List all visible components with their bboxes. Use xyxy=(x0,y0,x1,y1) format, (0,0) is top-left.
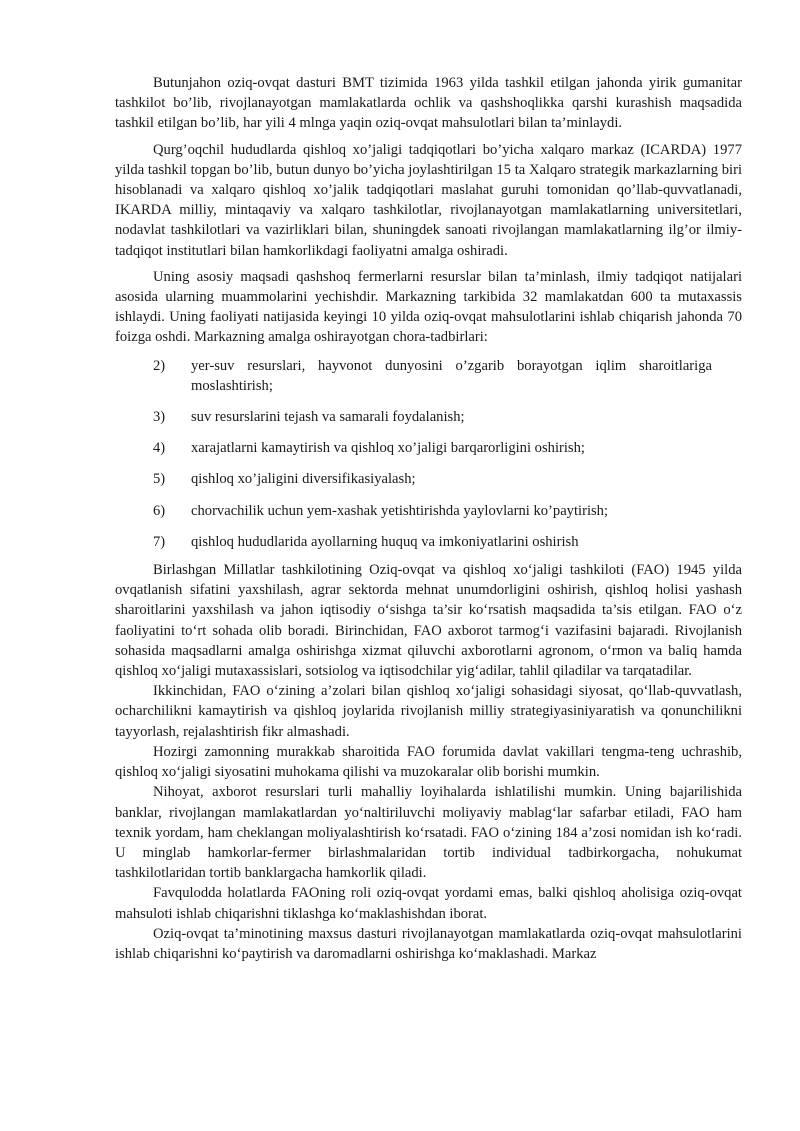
document-body xyxy=(115,73,742,964)
paragraph-icarda-goal: Uning asosiy maqsadi qashshoq fermerlarni resurslar bilan ta’minlash, ilmiy tadqiqot natijalari asosida ularning muammolarini yechishdir. Markazning tarkibida 32 mamlakatdan 600 ta mutaxassis ishlaydi. Uning faoliyati natijasida keyingi 10 yilda oziq-ovqat mahsulotlarini ishlab chiqarish jahonda 70 foizga oshdi. Markazning amalga oshirayotgan chora-tadbirlari: xyxy=(115,268,742,346)
list-item-text: chorvachilik uchun yem-xashak yetishtirishda yaylovlarni ko’paytirish; xyxy=(191,502,609,519)
paragraph-icarda: Qurg’oqchil hududlarda qishloq xo’jaligi tadqiqotlari bo’yicha xalqaro markaz (ICARDA) 1977 yilda tashkil topgan bo’lib, butun dunyo bo’yicha joylashtirilgan 15 ta Xalqaro strategik markazlarning biri hisoblanadi va xalqaro qishloq xo’jalik tadqiqotlari maslahat guruhi tomonidan qo’llab-quvvatlanadi, IKARDA milliy, mintaqaviy va xalqaro tashkilotlar, rivojlanayotgan mamlakatlarning universitetlari, nodavlat tashkilotlari va vazirliklari bilan, shuningdek sanoati rivojlangan mamlakatlarning ilg’or ilmiy-tadqiqot institutlari bilan hamkorlikdagi faoliyatni amalga oshiradi. xyxy=(115,141,742,259)
list-item xyxy=(115,469,742,489)
list-item xyxy=(115,501,742,521)
list-item-text: qishloq xo’jaligini diversifikasiyalash; xyxy=(191,471,416,488)
measures-list xyxy=(115,356,742,552)
paragraph-fao-second: Ikkinchidan, FAO o‘zining a’zolari bilan qishloq xo‘jaligi sohasidagi siyosat, qo‘llab-quvvatlash, ocharchilikni kamaytirish va qishloq joylarida rivojlanish milliy strategiyasiniyaratish va qonunchilikni tayyorlash, rejalashtirish fikr almashadi. xyxy=(115,683,742,740)
list-item-text: xarajatlarni kamaytirish va qishloq xo’jaligi barqarorligini oshirish; xyxy=(191,440,585,457)
list-item-text: qishloq hududlarida ayollarning huquq va imkoniyatlarini oshirish xyxy=(191,533,579,550)
list-item-number: 7) xyxy=(153,533,166,550)
list-item-text: suv resurslarini tejash va samarali foydalanish; xyxy=(191,409,465,426)
list-item-number: 3) xyxy=(153,409,166,426)
list-item xyxy=(115,407,742,427)
list-item-number: 2) xyxy=(153,357,166,374)
paragraph-fao-forum: Hozirgi zamonning murakkab sharoitida FAO forumida davlat vakillari tengma-teng uchrashib, qishloq xo‘jaligi siyosatini muhokama qilishi va muzokaralar olib borishi mumkin. xyxy=(115,743,742,781)
list-item-number: 6) xyxy=(153,502,166,519)
paragraph-fao-emergency: Favqulodda holatlarda FAOning roli oziq-ovqat yordami emas, balki qishloq aholisiga oziq-ovqat mahsuloti ishlab chiqarishni tiklashga ko‘maklashishdan iborat. xyxy=(115,885,742,922)
paragraph-food-program: Oziq-ovqat ta’minotining maxsus dasturi rivojlanayotgan mamlakatlarda oziq-ovqat mahsulotlarini ishlab chiqarishni ko‘paytirish va daromadlarni oshirishga ko‘maklashadi. Markaz xyxy=(115,925,742,962)
list-item-number: 4) xyxy=(153,440,166,457)
paragraph-wfp: Butunjahon oziq-ovqat dasturi BMT tizimida 1963 yilda tashkil etilgan jahonda yirik gumanitar tashkilot bo’lib, rivojlanayotgan mamlakatlarda ochlik va qashshoqlikka qarshi kurashish maqsadida tashkil etilgan bo’lib, har yili 4 mlnga yaqin oziq-ovqat mahsulotlari bilan ta’minlaydi. xyxy=(115,75,742,132)
list-item xyxy=(115,532,742,552)
list-item-text: yer-suv resurslari, hayvonot dunyosini o’zgarib borayotgan iqlim sharoitlariga moslashtirish; xyxy=(191,357,712,394)
list-item xyxy=(115,438,742,458)
list-item-number: 5) xyxy=(153,471,166,488)
list-item xyxy=(115,356,742,396)
paragraph-fao-intro: Birlashgan Millatlar tashkilotining Oziq-ovqat va qishloq xo‘jaligi tashkiloti (FAO) 1945 yilda ovqatlanish sifatini yaxshilash, agrar sektorda mehnat unumdorligini oshirish, qishloq holisi yashash sharoitlarini yaxshilash va jahon iqtisodiy o‘sishga ta’sir ko‘rsatish maqsadida ta’sis etilgan. FAO o‘z faoliyatini to‘rt sohada olib boradi. Birinchidan, FAO axborot tarmog‘i vazifasini bajaradi. Rivojlanish sohasida maqsadlarni amalga oshirishga xizmat qiluvchi axborotlarni agronom, o‘rmon va baliq hamda qishloq xo‘jaligi mutaxassislari, sotsiolog va iqtisodchilar yig‘adilar, tahlil qiladilar va tarqatadilar. xyxy=(115,562,742,680)
paragraph-fao-resources: Nihoyat, axborot resurslari turli mahalliy loyihalarda ishlatilishi mumkin. Uning bajarilishida banklar, rivojlangan mamlakatlardan yo‘naltiriluvchi moliyaviy mablag‘lar safarbar etiladi, FAO ham texnik yordam, ham cheklangan moliyalashtirish ko‘rsatadi. FAO o‘zining 184 a’zosi nomidan ish ko‘radi. U minglab hamkorlar-fermer birlashmalaridan tortib individual tadbirkorgacha, nohukumat tashkilotlaridan tortib banklargacha hamkorlik qiladi. xyxy=(115,784,742,882)
